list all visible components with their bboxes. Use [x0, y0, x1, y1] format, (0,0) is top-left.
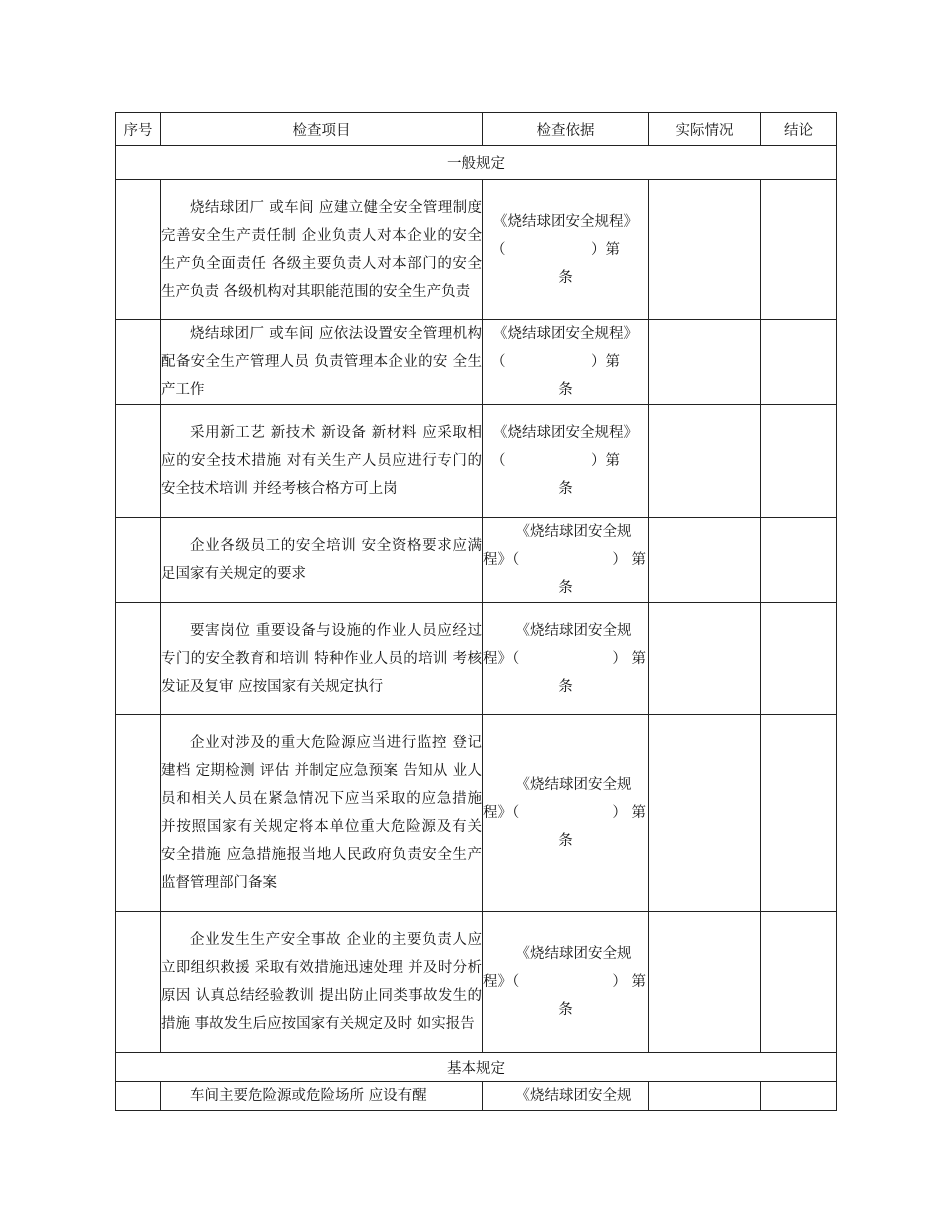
cell-item — [161, 405, 483, 518]
cell-basis — [483, 518, 649, 603]
cell-actual — [649, 603, 761, 715]
basis-close: ） — [612, 974, 627, 990]
cell-no — [116, 1082, 161, 1111]
section-title-basic: 基本规定 — [116, 1053, 837, 1082]
basis-title: 《烧结球团安全规程》 — [493, 326, 638, 342]
basis-part2: 程》（ — [483, 805, 520, 821]
cell-conclusion — [761, 1082, 837, 1111]
cell-conclusion — [761, 518, 837, 603]
basis-close: ） — [612, 650, 627, 667]
cell-actual — [649, 320, 761, 405]
cell-actual — [649, 405, 761, 518]
basis-part1: 《烧结球团安全规 — [515, 524, 632, 540]
basis-part1: 《烧结球团安全规 — [515, 946, 632, 962]
cell-item — [161, 603, 483, 715]
cell-basis — [483, 912, 649, 1053]
basis-part1: 《烧结球团安全规 — [515, 777, 632, 793]
basis-title: 《烧结球团安全规程》 — [493, 425, 638, 441]
basis-part2: 程》（ — [483, 650, 520, 667]
basis-open: （ — [491, 241, 506, 258]
basis-di: 第 — [631, 650, 646, 667]
basis-open: （ — [491, 354, 506, 370]
table-row — [116, 715, 837, 912]
cell-basis — [483, 715, 649, 912]
basis-tiao: 条 — [558, 833, 573, 849]
cell-no — [116, 603, 161, 715]
basis-close: ）第 — [591, 453, 620, 469]
basis-tiao: 条 — [558, 269, 573, 286]
item-text: 车间主要危险源或危险场所 应设有醒 — [190, 1088, 427, 1104]
cell-basis — [483, 405, 649, 518]
basis-part2: 程》（ — [483, 974, 520, 990]
cell-item — [161, 180, 483, 320]
item-text: 企业各级员工的安全培训 安全资格要求应满足国家有关规定的要求 — [161, 538, 482, 582]
item-text: 要害岗位 重要设备与设施的作业人员应经过专门的安全教育和培训 特种作业人员的培训 考核 发证及复审 应按国家有关规定执行 — [161, 622, 482, 695]
header-conclusion: 结论 — [761, 113, 837, 146]
cell-no — [116, 405, 161, 518]
cell-no — [116, 912, 161, 1053]
basis-tiao: 条 — [558, 580, 573, 596]
cell-item — [161, 1082, 483, 1111]
cell-actual — [649, 180, 761, 320]
table-row — [116, 603, 837, 715]
cell-no — [116, 180, 161, 320]
cell-actual — [649, 1082, 761, 1111]
basis-di: 第 — [631, 974, 646, 990]
basis-tiao: 条 — [558, 678, 573, 695]
item-text: 采用新工艺 新技术 新设备 新材料 应采取相应的安全技术措施 对有关生产人员应进行专门的安全技术培训 并经考核合格方可上岗 — [161, 425, 482, 497]
header-actual: 实际情况 — [649, 113, 761, 146]
basis-tiao: 条 — [558, 481, 573, 497]
cell-conclusion — [761, 715, 837, 912]
table-row — [116, 1082, 837, 1111]
cell-conclusion — [761, 603, 837, 715]
section-row-basic — [116, 1053, 837, 1082]
basis-close: ） — [612, 552, 627, 568]
cell-basis — [483, 1082, 649, 1111]
basis-close: ） — [612, 805, 627, 821]
cell-conclusion — [761, 320, 837, 405]
cell-actual — [649, 715, 761, 912]
cell-actual — [649, 518, 761, 603]
header-no: 序号 — [116, 113, 161, 146]
cell-item — [161, 912, 483, 1053]
header-basis: 检查依据 — [483, 113, 649, 146]
item-text: 烧结球团厂 或车间 应建立健全安全管理制度 完善安全生产责任制 企业负责人对本企业的安全生产负全面责任 各级主要负责人对本部门的安全生产负责 各级机构对其职能范围的安全生产负责 — [161, 199, 482, 300]
section-title-general: 一般规定 — [116, 146, 837, 180]
basis-part2: 程》（ — [483, 552, 520, 568]
cell-conclusion — [761, 405, 837, 518]
table-row — [116, 405, 837, 518]
item-text: 企业对涉及的重大危险源应当进行监控 登记建档 定期检测 评估 并制定应急预案 告知从 业人员和相关人员在紧急情况下应当采取的应急措施 并按照国家有关规定将本单位重大危险源及有关 安全措施 应急措施报当地人民政府负责安全生产监督管理部门备案 — [161, 735, 482, 891]
cell-basis — [483, 180, 649, 320]
item-text: 烧结球团厂 或车间 应依法设置安全管理机构 配备安全生产管理人员 负责管理本企业的安 全生产工作 — [161, 326, 482, 398]
basis-tiao: 条 — [558, 1002, 573, 1018]
header-item: 检查项目 — [161, 113, 483, 146]
cell-conclusion — [761, 912, 837, 1053]
cell-no — [116, 518, 161, 603]
cell-basis — [483, 603, 649, 715]
basis-close: ）第 — [591, 241, 620, 258]
basis-part1: 《烧结球团安全规 — [515, 622, 632, 639]
table-row — [116, 320, 837, 405]
inspection-table — [115, 112, 837, 1111]
cell-no — [116, 320, 161, 405]
basis-di: 第 — [631, 552, 646, 568]
cell-actual — [649, 912, 761, 1053]
cell-item — [161, 320, 483, 405]
table-row — [116, 180, 837, 320]
cell-basis — [483, 320, 649, 405]
header-row — [116, 113, 837, 146]
basis-open: （ — [491, 453, 506, 469]
basis-title: 《烧结球团安全规程》 — [493, 213, 638, 230]
basis-di: 第 — [631, 805, 646, 821]
basis-tiao: 条 — [558, 382, 573, 398]
table-row — [116, 518, 837, 603]
cell-conclusion — [761, 180, 837, 320]
cell-item — [161, 715, 483, 912]
basis-close: ）第 — [591, 354, 620, 370]
table-row — [116, 912, 837, 1053]
cell-no — [116, 715, 161, 912]
section-row-general — [116, 146, 837, 180]
basis-part1: 《烧结球团安全规 — [515, 1088, 632, 1104]
item-text: 企业发生生产安全事故 企业的主要负责人应立即组织救援 采取有效措施迅速处理 并及时分析原因 认真总结经验教训 提出防止同类事故发生的措施 事故发生后应按国家有关规定及时 如实报告 — [161, 932, 482, 1032]
cell-item — [161, 518, 483, 603]
